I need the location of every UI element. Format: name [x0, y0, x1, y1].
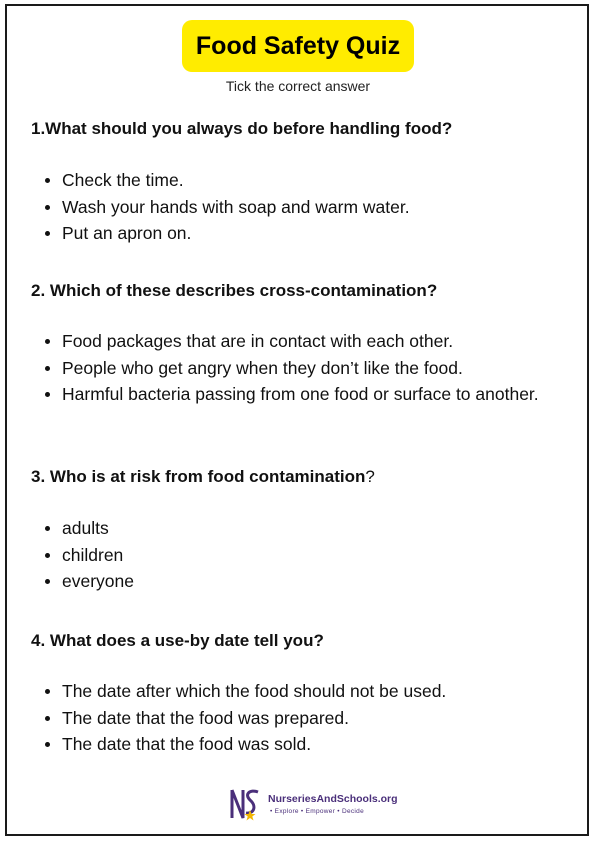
option-item[interactable]: adults: [36, 515, 556, 542]
question-3-text: 3. Who is at risk from food contamination: [31, 467, 366, 486]
bullet-icon: [45, 339, 50, 344]
quiz-title: Food Safety Quiz: [182, 20, 414, 72]
bullet-icon: [45, 392, 50, 397]
question-4: [31, 630, 561, 652]
question-2-text: 2. Which of these describes cross-contamination?: [31, 281, 438, 300]
bullet-icon: [45, 579, 50, 584]
site-logo[interactable]: [228, 786, 408, 822]
bullet-icon: [45, 231, 50, 236]
logo-name: NurseriesAndSchools.org: [268, 793, 398, 805]
question-1-options: [36, 167, 556, 247]
option-item[interactable]: The date that the food was sold.: [36, 731, 556, 758]
question-1-text: 1.What should you always do before handling food?: [31, 119, 453, 138]
ns-logo-icon: [228, 786, 264, 822]
option-item[interactable]: Wash your hands with soap and warm water.: [36, 194, 556, 221]
bullet-icon: [45, 742, 50, 747]
bullet-icon: [45, 526, 50, 531]
bullet-icon: [45, 205, 50, 210]
option-item[interactable]: Food packages that are in contact with each other.: [36, 328, 556, 355]
question-3: 3. Who is at risk from food contamination?: [31, 467, 375, 486]
bullet-icon: [45, 553, 50, 558]
question-2-options: [36, 328, 556, 408]
question-2: [31, 280, 561, 302]
option-item[interactable]: People who get angry when they don’t like the food.: [36, 355, 556, 382]
option-item[interactable]: children: [36, 542, 556, 569]
option-item[interactable]: Harmful bacteria passing from one food or surface to another.: [36, 381, 556, 408]
question-4-text: 4. What does a use-by date tell you?: [31, 631, 324, 650]
option-item[interactable]: Check the time.: [36, 167, 556, 194]
question-3-options: [36, 515, 556, 595]
option-item[interactable]: The date after which the food should not be used.: [36, 678, 556, 705]
bullet-icon: [45, 689, 50, 694]
bullet-icon: [45, 178, 50, 183]
question-1: [31, 118, 561, 140]
bullet-icon: [45, 366, 50, 371]
title-container: [0, 20, 596, 72]
option-item[interactable]: everyone: [36, 568, 556, 595]
instruction-text: Tick the correct answer: [225, 78, 371, 94]
question-4-options: [36, 678, 556, 758]
option-item[interactable]: Put an apron on.: [36, 220, 556, 247]
option-item[interactable]: The date that the food was prepared.: [36, 705, 556, 732]
logo-tagline: • Explore • Empower • Decide: [270, 808, 364, 815]
bullet-icon: [45, 716, 50, 721]
